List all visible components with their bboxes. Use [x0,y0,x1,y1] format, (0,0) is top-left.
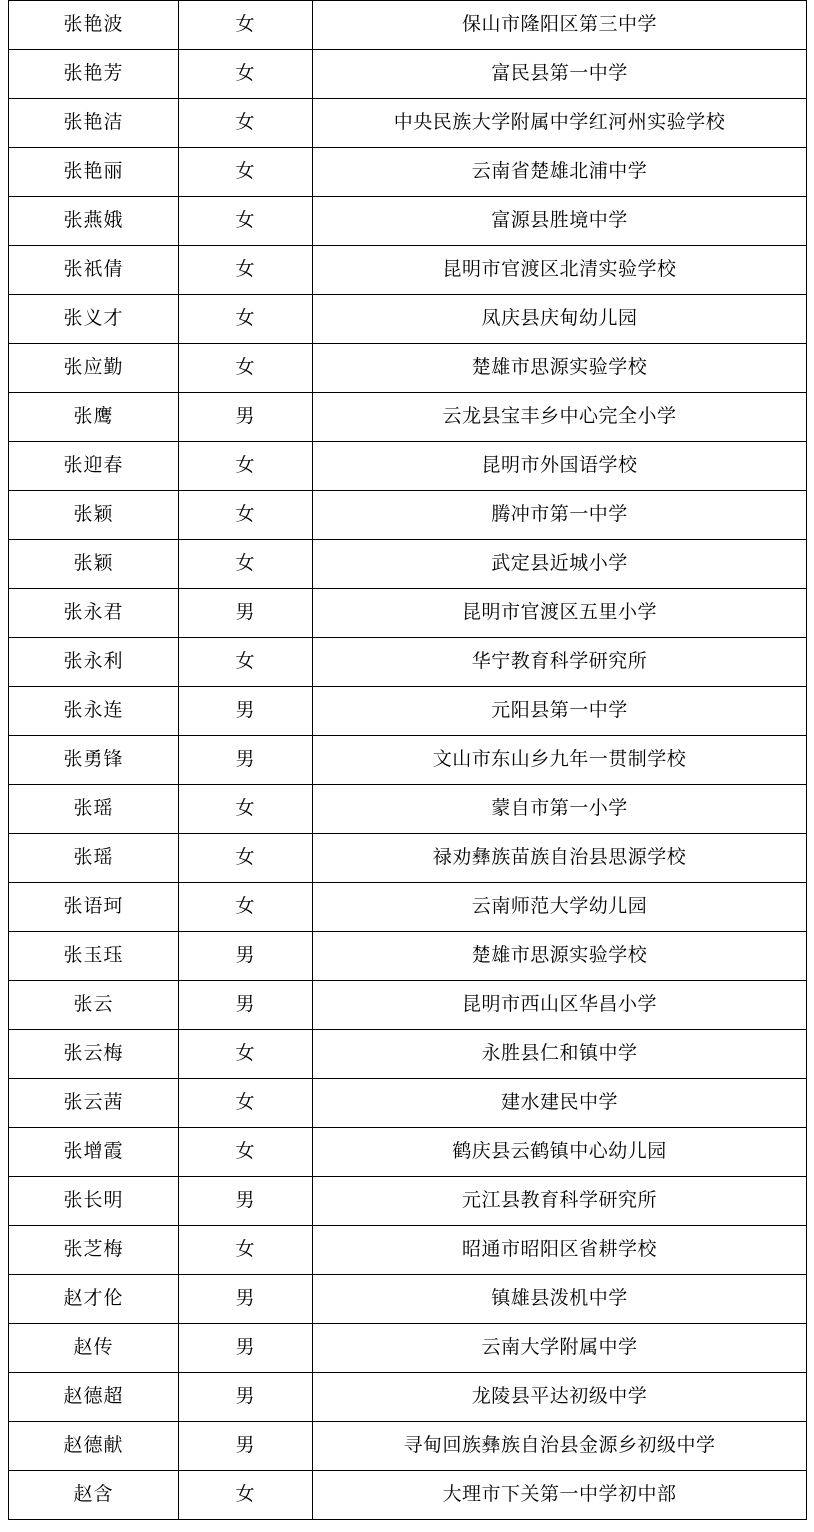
cell-school: 云龙县宝丰乡中心完全小学 [313,393,807,442]
cell-gender: 女 [179,491,313,540]
table-row [9,246,807,295]
table-row [9,491,807,540]
table-row [9,883,807,932]
cell-name: 张祇倩 [9,246,179,295]
cell-gender: 男 [179,1177,313,1226]
cell-name: 张义才 [9,295,179,344]
table-row [9,50,807,99]
table-row [9,99,807,148]
cell-gender: 女 [179,834,313,883]
cell-name: 张长明 [9,1177,179,1226]
cell-gender: 女 [179,1471,313,1520]
cell-gender: 男 [179,687,313,736]
cell-school: 云南省楚雄北浦中学 [313,148,807,197]
cell-name: 张瑶 [9,834,179,883]
cell-school: 大理市下关第一中学初中部 [313,1471,807,1520]
table-row [9,1275,807,1324]
cell-name: 张瑶 [9,785,179,834]
table-row [9,393,807,442]
cell-school: 建水建民中学 [313,1079,807,1128]
cell-name: 张艳芳 [9,50,179,99]
cell-name: 张永君 [9,589,179,638]
cell-gender: 女 [179,883,313,932]
cell-school: 元阳县第一中学 [313,687,807,736]
cell-school: 华宁教育科学研究所 [313,638,807,687]
cell-school: 保山市隆阳区第三中学 [313,1,807,50]
cell-gender: 女 [179,197,313,246]
table-row [9,148,807,197]
cell-gender: 女 [179,1079,313,1128]
cell-gender: 女 [179,148,313,197]
cell-gender: 男 [179,393,313,442]
cell-school: 昆明市官渡区北清实验学校 [313,246,807,295]
table-row [9,540,807,589]
cell-school: 腾冲市第一中学 [313,491,807,540]
cell-school: 富民县第一中学 [313,50,807,99]
cell-school: 楚雄市思源实验学校 [313,344,807,393]
cell-gender: 男 [179,1324,313,1373]
cell-gender: 女 [179,442,313,491]
cell-school: 蒙自市第一小学 [313,785,807,834]
cell-name: 张应勤 [9,344,179,393]
cell-name: 赵传 [9,1324,179,1373]
cell-school: 昆明市官渡区五里小学 [313,589,807,638]
cell-school: 中央民族大学附属中学红河州实验学校 [313,99,807,148]
cell-name: 张芝梅 [9,1226,179,1275]
cell-name: 张颖 [9,491,179,540]
table-row [9,785,807,834]
cell-school: 富源县胜境中学 [313,197,807,246]
cell-name: 张云茜 [9,1079,179,1128]
cell-gender: 女 [179,785,313,834]
cell-name: 张颖 [9,540,179,589]
cell-school: 昆明市西山区华昌小学 [313,981,807,1030]
table-row [9,1128,807,1177]
roster-table [8,0,807,1520]
cell-name: 张永连 [9,687,179,736]
cell-gender: 男 [179,1422,313,1471]
cell-school: 凤庆县庆甸幼儿园 [313,295,807,344]
cell-name: 赵含 [9,1471,179,1520]
cell-school: 昭通市昭阳区省耕学校 [313,1226,807,1275]
table-row [9,344,807,393]
cell-school: 楚雄市思源实验学校 [313,932,807,981]
table-row [9,1177,807,1226]
cell-gender: 男 [179,981,313,1030]
cell-school: 云南大学附属中学 [313,1324,807,1373]
cell-school: 龙陵县平达初级中学 [313,1373,807,1422]
table-row [9,834,807,883]
cell-gender: 女 [179,638,313,687]
cell-gender: 男 [179,1275,313,1324]
table-row [9,1079,807,1128]
cell-name: 赵德献 [9,1422,179,1471]
cell-school: 禄劝彝族苗族自治县思源学校 [313,834,807,883]
table-row [9,1324,807,1373]
table-row [9,981,807,1030]
table-row [9,638,807,687]
cell-gender: 女 [179,1,313,50]
cell-name: 张燕娥 [9,197,179,246]
table-row [9,687,807,736]
cell-school: 云南师范大学幼儿园 [313,883,807,932]
cell-name: 赵才伦 [9,1275,179,1324]
cell-name: 张艳波 [9,1,179,50]
cell-name: 张云梅 [9,1030,179,1079]
cell-name: 张玉珏 [9,932,179,981]
cell-gender: 女 [179,50,313,99]
table-row [9,197,807,246]
cell-school: 镇雄县泼机中学 [313,1275,807,1324]
cell-name: 赵德超 [9,1373,179,1422]
table-row [9,736,807,785]
table-row [9,1,807,50]
cell-name: 张增霞 [9,1128,179,1177]
cell-name: 张云 [9,981,179,1030]
cell-gender: 男 [179,589,313,638]
cell-gender: 男 [179,736,313,785]
cell-name: 张语珂 [9,883,179,932]
cell-name: 张勇锋 [9,736,179,785]
table-row [9,1422,807,1471]
cell-school: 永胜县仁和镇中学 [313,1030,807,1079]
table-row [9,1373,807,1422]
cell-gender: 女 [179,1226,313,1275]
cell-name: 张迎春 [9,442,179,491]
cell-gender: 女 [179,344,313,393]
roster-table-body [9,1,807,1520]
table-row [9,589,807,638]
cell-school: 寻甸回族彝族自治县金源乡初级中学 [313,1422,807,1471]
cell-name: 张艳丽 [9,148,179,197]
table-row [9,295,807,344]
cell-gender: 女 [179,246,313,295]
cell-school: 元江县教育科学研究所 [313,1177,807,1226]
cell-gender: 女 [179,99,313,148]
table-row [9,1471,807,1520]
table-row [9,1226,807,1275]
cell-gender: 女 [179,1128,313,1177]
cell-name: 张艳洁 [9,99,179,148]
cell-school: 昆明市外国语学校 [313,442,807,491]
cell-gender: 男 [179,1373,313,1422]
cell-name: 张永利 [9,638,179,687]
cell-gender: 女 [179,295,313,344]
table-row [9,932,807,981]
cell-school: 鹤庆县云鹤镇中心幼儿园 [313,1128,807,1177]
cell-name: 张鹰 [9,393,179,442]
cell-gender: 女 [179,540,313,589]
table-row [9,442,807,491]
cell-gender: 女 [179,1030,313,1079]
cell-gender: 男 [179,932,313,981]
cell-school: 文山市东山乡九年一贯制学校 [313,736,807,785]
cell-school: 武定县近城小学 [313,540,807,589]
table-row [9,1030,807,1079]
